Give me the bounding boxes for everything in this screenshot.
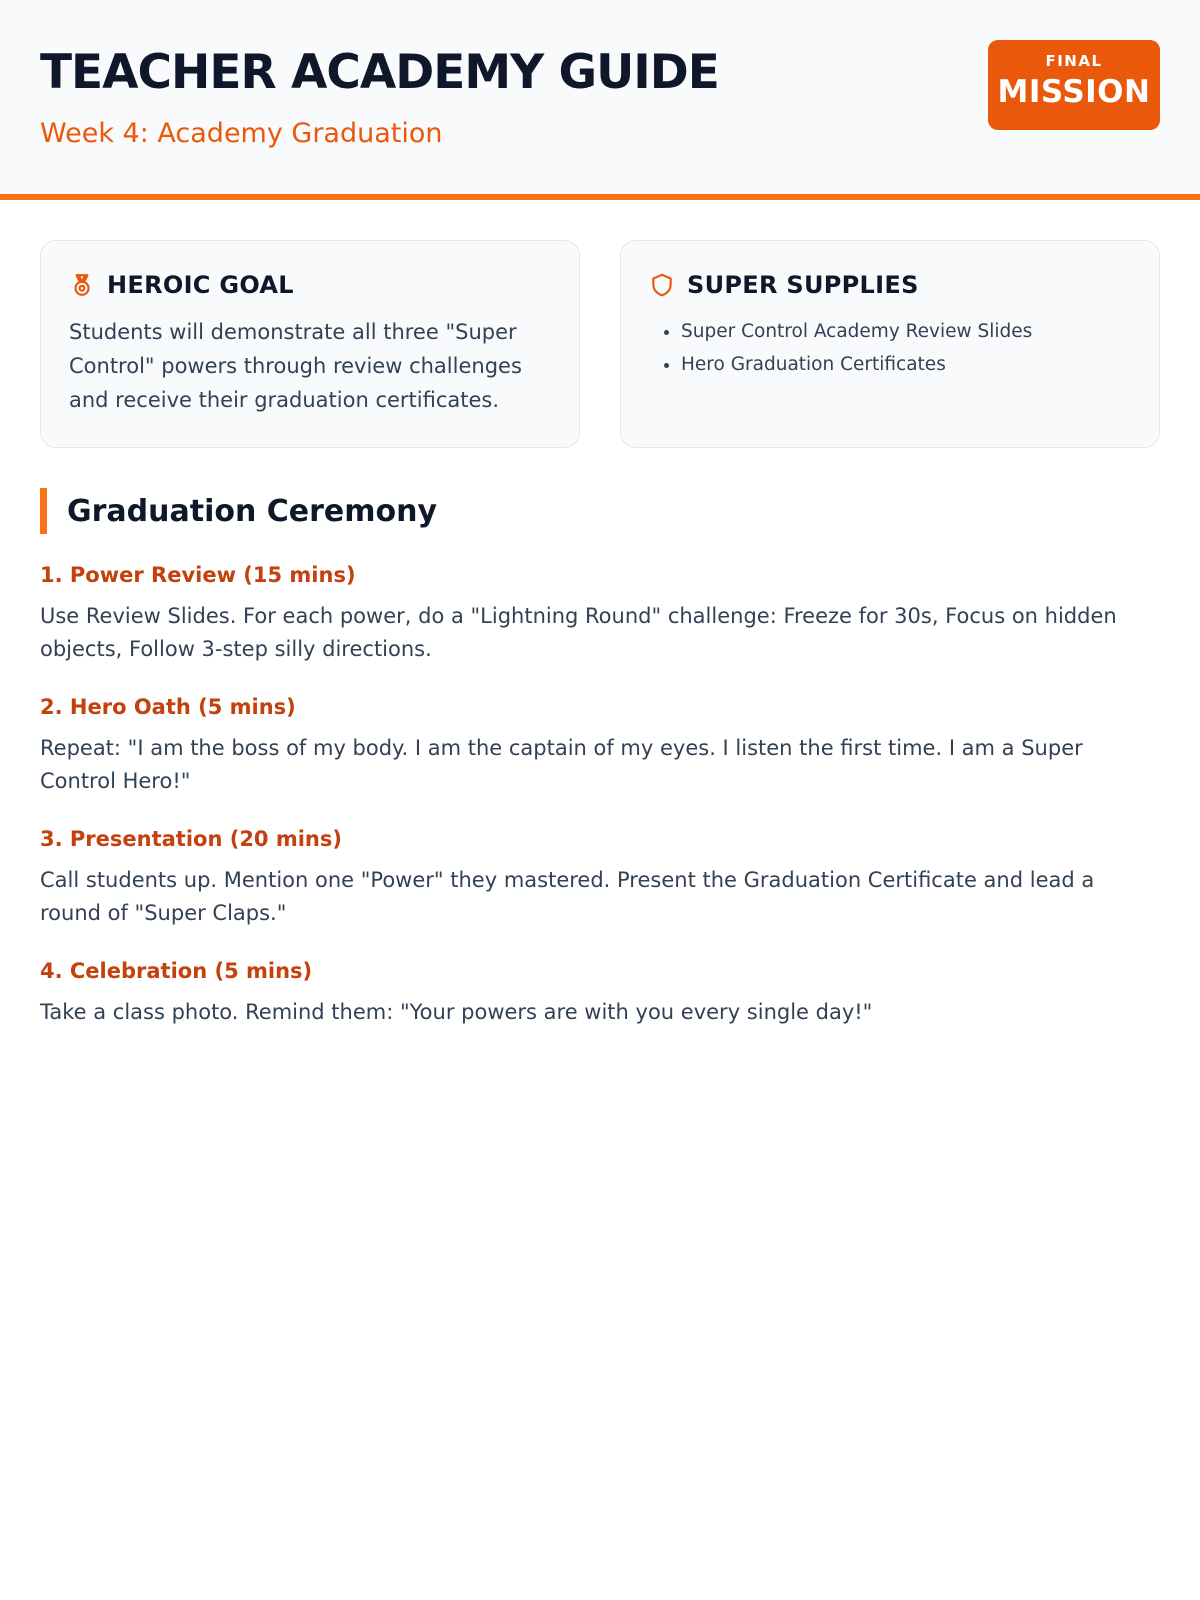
medal-icon — [69, 272, 95, 298]
step-item — [40, 956, 1160, 1029]
badge-label-top: FINAL — [1045, 52, 1103, 70]
goal-card-header — [69, 271, 551, 299]
step-item — [40, 692, 1160, 798]
supplies-card-header — [649, 271, 1131, 299]
step-title: 4. Celebration (5 mins) — [40, 959, 313, 983]
shield-icon — [649, 272, 675, 298]
page-title: TEACHER ACADEMY GUIDE — [40, 45, 719, 100]
list-item: • Super Control Academy Review Slides — [681, 315, 1131, 348]
ceremony-section — [0, 448, 1200, 1029]
page-header — [0, 0, 1200, 200]
step-body: Take a class photo. Remind them: "Your powers are with you every single day!" — [40, 1000, 873, 1024]
supplies-list — [649, 315, 1131, 381]
page-subtitle: Week 4: Academy Graduation — [40, 118, 443, 149]
step-title: 1. Power Review (15 mins) — [40, 563, 356, 587]
list-item: • Hero Graduation Certificates — [681, 348, 1131, 381]
info-cards — [0, 200, 1200, 448]
section-header — [40, 488, 1160, 534]
step-item — [40, 824, 1160, 930]
step-body: Repeat: "I am the boss of my body. I am the captain of my eyes. I listen the first time. I am a Super Control Hero!" — [40, 736, 1083, 793]
section-title: Graduation Ceremony — [67, 493, 438, 529]
step-title: 3. Presentation (20 mins) — [40, 827, 342, 851]
step-title: 2. Hero Oath (5 mins) — [40, 695, 296, 719]
goal-card-body: Students will demonstrate all three "Super Control" powers through review challenges and receive their graduation certificates. — [69, 320, 522, 412]
goal-card-title: HEROIC GOAL — [107, 271, 294, 299]
step-item — [40, 560, 1160, 666]
supplies-card-title: SUPER SUPPLIES — [687, 271, 919, 299]
badge-label-main: MISSION — [997, 74, 1151, 110]
mission-badge — [988, 40, 1160, 130]
step-body: Use Review Slides. For each power, do a "Lightning Round" challenge: Freeze for 30s, Focus on hidden objects, Follow 3-step silly directions. — [40, 604, 1117, 661]
supplies-card — [620, 240, 1160, 448]
goal-card — [40, 240, 580, 448]
step-body: Call students up. Mention one "Power" they mastered. Present the Graduation Certificate and lead a round of "Super Claps." — [40, 868, 1095, 925]
